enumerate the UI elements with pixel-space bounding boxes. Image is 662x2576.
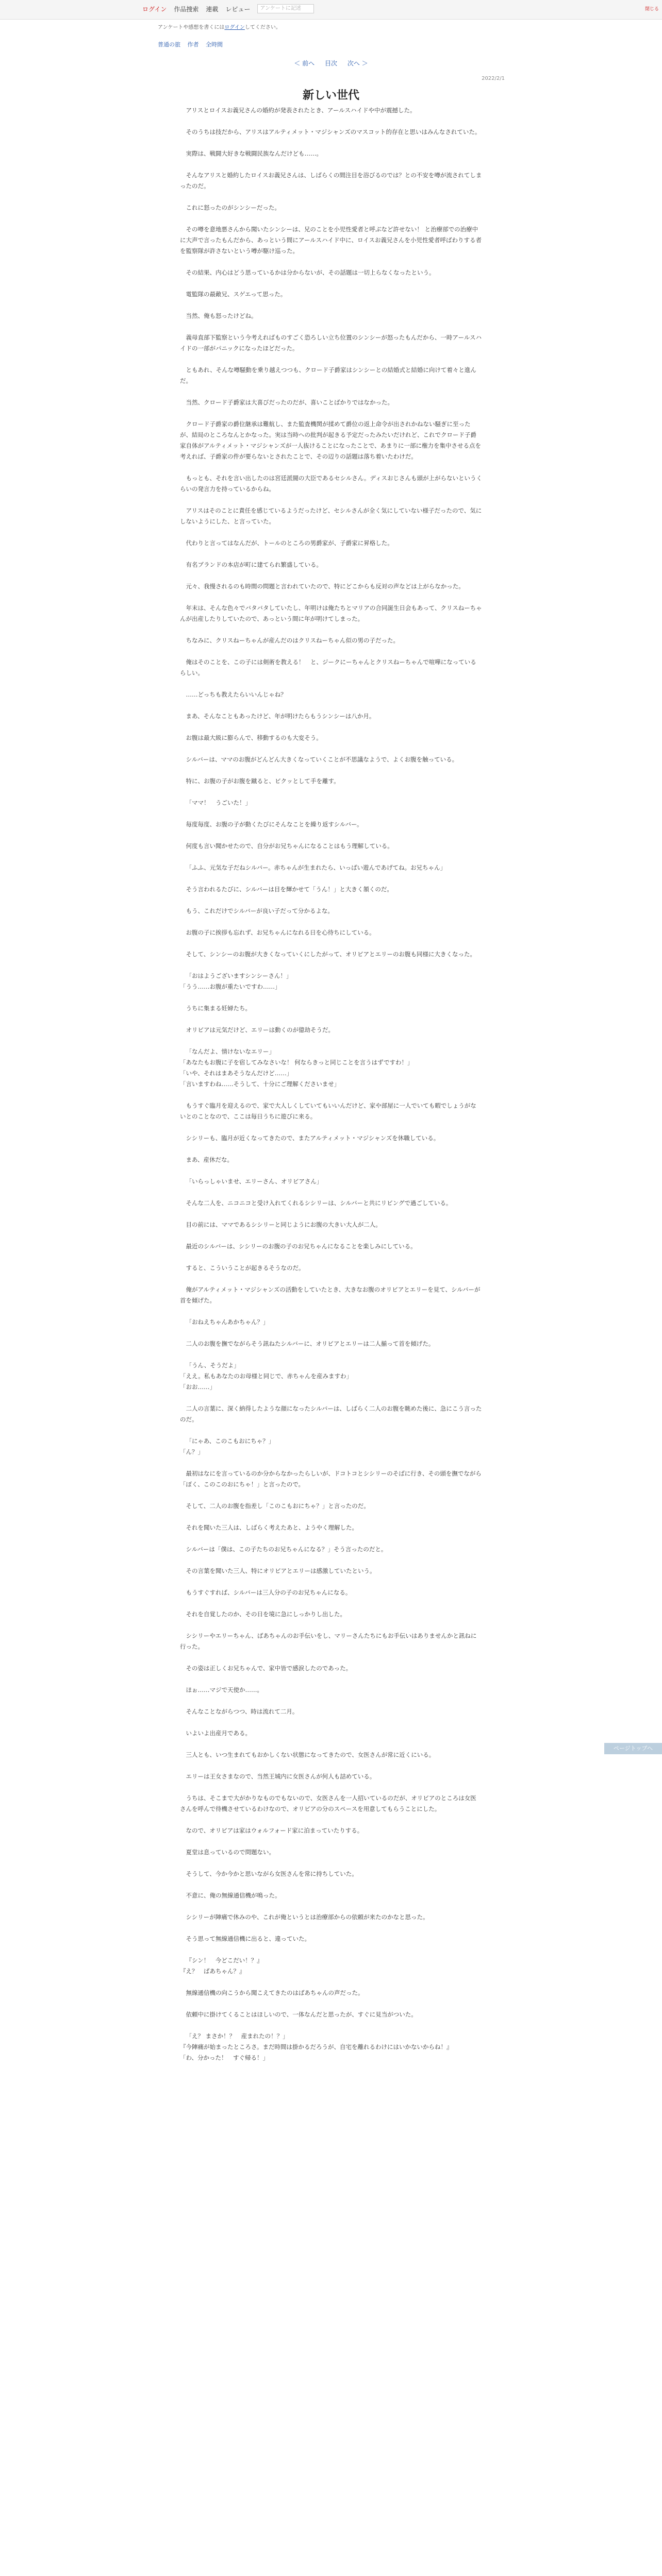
- story-paragraph: 「いらっしゃいませ、エリーさん、オリビアさん」: [186, 1178, 323, 1185]
- table-of-contents-link[interactable]: 目次: [324, 60, 337, 67]
- story-paragraph: 何度も言い聞かせたので、自分がお兄ちゃんになることはもう理解している。: [186, 842, 393, 850]
- nav-link-search[interactable]: 作品捜索: [174, 5, 199, 13]
- story-paragraph: お腹は最大級に膨らんで、移動するのも大変そう。: [186, 734, 322, 741]
- story-paragraph: そして、二人のお腹を指差し「このこもおにちゃ？」と言ったのだ。: [186, 1502, 370, 1510]
- top-navigation-bar: [0, 0, 662, 20]
- notice-login-link[interactable]: ログイン: [224, 25, 245, 30]
- story-paragraph: シシリーも、臨月が近くなってきたので、またアルティメット・マジシャンズを休職している。: [186, 1134, 440, 1142]
- story-paragraph: シルバーは、ママのお腹がどんどん大きくなっていくことが不思議なようで、よくお腹を触っている。: [186, 756, 458, 763]
- chapter-title: 新しい世代: [302, 89, 359, 102]
- story-paragraph: シシリーやエリーちゃん、ばあちゃんのお手伝いをし、マリーさんたちにもお手伝いはありませんかと訊ねに行った。: [180, 1632, 477, 1650]
- story-paragraph: ちなみに、クリスねーちゃんが産んだのはクリスねーちゃん似の男の子だった。: [186, 637, 400, 644]
- story-paragraph: 俺がアルティメット・マジシャンズの活動をしていたとき、大きなお腹のオリビアとエリーを見て、シルバーが首を傾げた。: [180, 1286, 481, 1304]
- breadcrumb-all[interactable]: 全時間: [206, 41, 223, 48]
- story-paragraph: 実際は、戦闘大好きな戦闘民族なんだけども……。: [186, 150, 322, 157]
- story-paragraph: 夏堂は息っているので問題ない。: [186, 1849, 275, 1856]
- story-paragraph: エリーは王女さまなので、当然王城内に女医さんが何人も詰めている。: [186, 1773, 376, 1780]
- story-paragraph: 当然、クロード子爵家は大喜びだったのだが、喜いことばかりではなかった。: [186, 399, 393, 406]
- story-paragraph: 「ふふ、元気な子だねシルバー。赤ちゃんが生まれたら、いっぱい遊んであげてね。お兄ちゃん」: [186, 864, 446, 871]
- story-paragraph: ともあれ、そんな噂騒動を乗り越えつつも、クロード子爵家はシンシーとの結婚式と結婚に向けて着々と進んだ。: [180, 366, 476, 384]
- story-paragraph: それを自覚したのか、その日を境に急にしっかりし出した。: [186, 1611, 346, 1618]
- story-paragraph: すると、こういうことが起きるそうなのだ。: [186, 1264, 305, 1272]
- story-paragraph: 最近のシルバーは、シシリーのお腹の子のお兄ちゃんになることを楽しみにしている。: [186, 1243, 417, 1250]
- story-paragraph: 依頼中に掛けてくることはほしいので、一体なんだと思ったが、すぐに見当がついた。: [186, 2011, 417, 2018]
- story-paragraph: もうすぐすれば、シルバーは三人分の子のお兄ちゃんになる。: [186, 1589, 352, 1596]
- next-chapter-link[interactable]: 次へ ＞: [347, 60, 368, 67]
- story-paragraph: 代わりと言ってはなんだが、トールのところの男爵家が、子爵家に昇格した。: [186, 539, 393, 547]
- story-paragraph: 当然、俺も怒ったけどね。: [186, 312, 257, 319]
- story-paragraph: クロード子爵家の爵位継承は難航し、また監査機関が揉めて爵位の返上命令が出されかねない騒ぎに至ったが、結局のところなんとかなった。実は当時への批判が起きる予定だったみたいだけれど、これでクロード子爵家自体がアルティメット・マジシャンズが一人抜けることになったことで、あまりに一部に権力を集中させる点を考えれば、子爵家の件が要らないとされたことで、その辺りの話題は落ち着いたわけだ。: [180, 420, 482, 460]
- story-paragraph: 俺はそのことを、この子には剣術を教える！ と、ジークにーちゃんとクリスねーちゃんで喧嘩になっているらしい。: [180, 658, 476, 676]
- story-paragraph: 元々、我慢されるのも時間の問題と言われていたので、特にどこからも反対の声などは上がらなかった。: [186, 583, 465, 590]
- story-paragraph: そんな二人を、ニコニコと受け入れてくれるシシリーは、シルバーと共にリビングで過ごしている。: [186, 1199, 452, 1207]
- story-paragraph: 「え？ まさか！？ 産まれたの！？」 『今陣痛が始まったところさ。まだ時間は掛かるだろうが、自宅を離れるわけにはいかないからね！』 「わ、分かった！ すぐ帰る！」: [180, 2032, 453, 2061]
- nav-link-serial[interactable]: 連載: [206, 5, 219, 13]
- story-paragraph: もっとも、それを言い出したのは宮廷派閥の大臣であるセシルさん。ディスおじさんも頭が上がらないというくらいの発言力を持っているからね。: [180, 474, 482, 493]
- story-paragraph: 有名ブランドの本店が町に建てられ繁盛している。: [186, 561, 322, 568]
- story-paragraph: 二人のお腹を撫でながらそう訊ねたシルバーに、オリビアとエリーは二人揃って首を傾げた。: [186, 1340, 435, 1347]
- breadcrumb-series[interactable]: 普通の旅: [158, 41, 180, 48]
- story-paragraph: うちは、そこまで大がかりなものでもないので、女医さんを一人招いているのだが、オリビアのところは女医さんを呼んで待機させているわけなので、オリビアの分のスペースを用意してもらうことにした。: [180, 1794, 476, 1812]
- story-paragraph: アリスはそのことに責任を感じているようだったけど、セシルさんが全く気にしていない様子だったので、気にしないようにした、と言っていた。: [180, 507, 482, 525]
- search-input[interactable]: アンケートに記述: [257, 4, 314, 13]
- story-paragraph: 毎度毎度、お腹の子が動くたびにそんなことを繰り返すシルバー。: [186, 821, 363, 828]
- story-paragraph: オリビアは元気だけど、エリーは動くのが億劫そうだ。: [186, 1026, 334, 1033]
- story-paragraph: ほぉ……マジで天使か……。: [186, 1686, 263, 1693]
- story-paragraph: 電監隊の最敵兄、スゲエって思った。: [186, 291, 287, 298]
- story-paragraph: 「おねえちゃんあかちゃん？」: [186, 1318, 269, 1326]
- notice-prefix: アンケートや感想を書くには: [158, 25, 225, 30]
- story-paragraph: もう、これだけでシルバーが良い子だって分かるよな。: [186, 907, 334, 914]
- story-paragraph: 「うん、そうだよ」 「ええ。私もあなたのお母様と同じで、赤ちゃんを産みますわ」 「おお……」: [180, 1362, 352, 1391]
- breadcrumb: [158, 40, 228, 48]
- close-link[interactable]: 閉じる: [644, 7, 659, 12]
- story-paragraph: その噂を意地悪さんから聞いたシンシーは、兄のことを小児性愛者と呼ぶなど許せない！ と治療部での治療中に大声で言ったもんだから、あっという間にアールスハイド中に、ロイスお義兄さんを小児性愛者呼ばわりする者を監察隊が許さないという噂が駆け巡った。: [180, 226, 482, 255]
- story-paragraph: そんなことながらつつ、時は流れて二月。: [186, 1708, 299, 1715]
- story-paragraph: 無線通信機の向こうから聞こえてきたのはばあちゃんの声だった。: [186, 1989, 364, 1996]
- story-paragraph: その姿は正しくお兄ちゃんで、家中皆で感涙したのであった。: [186, 1665, 352, 1672]
- story-paragraph: まあ、産休だな。: [186, 1156, 234, 1163]
- story-paragraph: アリスとロイスお義兄さんの婚約が発表されたとき、アールスハイドや中が震撼した。: [186, 107, 416, 114]
- page-top-button[interactable]: ページトップへ: [604, 1743, 662, 1754]
- story-paragraph: そのうちは技だから、アリスはアルティメット・マジシャンズのマスコット的存在と思いはみんなされていた。: [186, 128, 481, 135]
- story-paragraph: 最初はなにを言っているのか分からなかったらしいが、ドコトコとシシリーのそばに行き、その頭を撫でながら「ぼく、このこのおにちゃ！」と言ったので。: [180, 1470, 482, 1488]
- story-paragraph: 特に、お腹の子がお腹を蹴ると、ビクッとして手を離す。: [186, 777, 340, 785]
- chapter-pager: [0, 59, 662, 67]
- story-paragraph: お腹の子に挨拶も忘れず、お兄ちゃんになれる日を心待ちにしている。: [186, 929, 375, 936]
- story-paragraph: 『シン！ 今どこだい！？』 『え？ ばあちゃん？』: [180, 1957, 263, 1975]
- story-paragraph: 目の前には、ママであるシシリーと同じようにお腹の大きい大人が二人。: [186, 1221, 382, 1228]
- story-paragraph: ……どっちも教えたらいいんじゃね？: [186, 691, 287, 698]
- story-paragraph: 「なんだよ、情けないなエリー」 「あなたもお腹に子を宿してみなさいな！ 何ならきっと同じことを言うはずですわ！」 「いや、それはまあそうなんだけど……」 「言いますわね……そうして、十分にご理解くださいませ」: [180, 1048, 413, 1088]
- story-paragraph: まあ、そんなこともあったけど、年が明けたらもうシンシーは八か月。: [186, 713, 375, 720]
- story-paragraph: 義母直部下監察という今考えればものすごく恐ろしい立ち位置のシンシーが怒ったもんだから、一時アールスハイドの一部がパニックになったほどだった。: [180, 334, 482, 352]
- notice-suffix: してください。: [244, 25, 281, 30]
- login-notice: [158, 23, 281, 30]
- story-paragraph: シルバーは「僕は、この子たちのお兄ちゃんになる？」そう言ったのだと。: [186, 1546, 387, 1553]
- breadcrumb-author[interactable]: 作者: [187, 41, 199, 48]
- story-paragraph: もうすぐ臨月を迎えるので、家で大人しくしていてもいいんだけど、家や部屋に一人でいても暇でしょうがないとのことなので、ここは毎日うちに遊びに来る。: [180, 1102, 476, 1120]
- story-paragraph: 年末は、そんな色々でバタバタしていたし、年明けは俺たちとマリアの合同誕生日会もあって、クリスねーちゃんが出産したりしていたので、あっという間に年が明けてしまった。: [180, 604, 482, 622]
- story-paragraph: なので、オリビアは家はウォルフォード家に泊まっていたりする。: [186, 1827, 363, 1834]
- story-paragraph: 「おはようございますシンシーさん！」 「うう……お腹が重たいですわ……」: [180, 972, 292, 990]
- story-paragraph: うちに集まる妊婦たち。: [186, 1005, 251, 1012]
- story-paragraph: 「ママ！ うごいた！」: [186, 799, 251, 806]
- story-paragraph: シシリーが陣痛で休みのや、これが俺というとは治療部からの依頼が来たのかなと思った。: [186, 1913, 429, 1921]
- story-paragraph: 「にゃあ、このこもおにちゃ？」 「ん？」: [180, 1437, 275, 1455]
- publish-date: 2022/2/1: [482, 76, 505, 81]
- story-paragraph: その言葉を聞いた三人、特にオリビアとエリーは感激していたという。: [186, 1567, 376, 1574]
- story-body: [180, 105, 482, 2074]
- story-paragraph: そんなアリスと婚約したロイスお義兄さんは、しばらくの間注目を浴びるのでは？との不安を噂が流されてしまったのだ。: [180, 172, 482, 190]
- story-paragraph: そう思って無線通信機に出ると、違っていた。: [186, 1935, 310, 1942]
- story-paragraph: 三人とも、いつ生まれてもおかしくない状態になってきたので、女医さんが常に近くにいる。: [186, 1751, 435, 1758]
- prev-chapter-link[interactable]: ＜ 前へ: [294, 60, 315, 67]
- nav-link-review[interactable]: レビュー: [225, 5, 251, 13]
- story-paragraph: そして、シンシーのお腹が大きくなっていくにしたがって、オリビアとエリーのお腹も同様に大きくなった。: [186, 951, 476, 958]
- login-link[interactable]: ログイン: [142, 5, 167, 13]
- story-paragraph: 二人の言葉に、深く納得したような顔になったシルバーは、しばらく二人のお腹を眺めた後に、急にこう言ったのだ。: [180, 1405, 482, 1423]
- top-nav: [142, 4, 314, 13]
- story-paragraph: これに怒ったのがシンシーだった。: [186, 204, 280, 211]
- story-paragraph: いよいよ出産月である。: [186, 1730, 251, 1737]
- story-paragraph: それを聞いた三人は、しばらく考えたあと、ようやく理解した。: [186, 1524, 358, 1531]
- story-paragraph: 不意に、俺の無線通信機が鳴った。: [186, 1892, 281, 1899]
- story-paragraph: そう言われるたびに、シルバーは目を輝かせて「うん！」と大きく頷くのだ。: [186, 886, 393, 893]
- story-paragraph: その結果、内心はどう思っているかは分からないが、その話題は一切上らなくなったという。: [186, 269, 435, 276]
- story-paragraph: そうして、今か今かと思いながら女医さんを常に持ちしていた。: [186, 1870, 358, 1877]
